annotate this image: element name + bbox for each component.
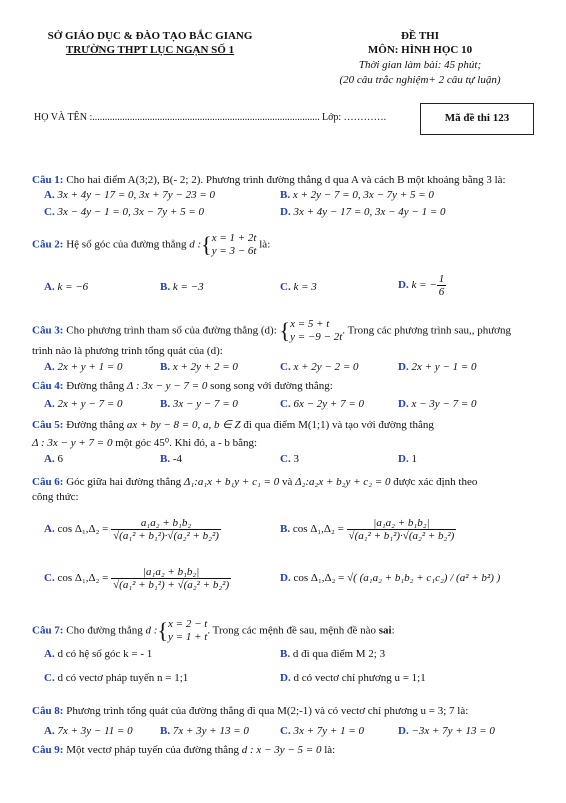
- question-label: Câu 9:: [32, 744, 64, 756]
- q3-option-a: A. 2x + y + 1 = 0: [44, 361, 123, 373]
- q2-option-c: C. k = 3: [280, 281, 317, 293]
- exam-title: ĐỀ THI: [400, 30, 439, 42]
- q1-option-c: C. 3x − 4y − 1 = 0, 3x − 7y + 5 = 0: [44, 206, 205, 218]
- q3-option-b: B. x + 2y + 2 = 0: [160, 361, 238, 373]
- q8-option-b: B. 7x + 3y + 13 = 0: [160, 725, 249, 737]
- param-system: x = 5 + t y = −9 − 2t: [290, 318, 343, 343]
- time-limit: Thời gian làm bài: 45 phút;: [358, 59, 482, 71]
- question-label: Câu 2:: [32, 238, 64, 251]
- question-label: Câu 4:: [32, 380, 64, 392]
- question-3-cont: trình nào là phương trình tổng quát của (d):: [32, 345, 223, 357]
- q1-option-d: D. 3x + 4y − 17 = 0, 3x − 4y − 1 = 0: [280, 206, 446, 218]
- q5-option-b: B. -4: [160, 453, 183, 465]
- param-system: x = 2 − t y = 1 + t: [168, 618, 208, 643]
- q1-option-a: A. 3x + 4y − 17 = 0, 3x + 7y − 23 = 0: [44, 189, 216, 201]
- q6-option-b: B. cos Δ₁,Δ₂ = $\frac{\text{|a₁a₂ + b₁b₂|}}{\text{√(a₁² + b₁²)·√(a₂² + b₂²)}}$: [280, 517, 455, 542]
- subject: MÔN: HÌNH HỌC 10: [367, 44, 473, 56]
- exam-code: Mã đề thi 123: [444, 112, 510, 124]
- question-2: Câu 2: Hệ số góc của đường thẳng d :{x = 1 + 2t y = 3 − 6t là:: [32, 232, 271, 257]
- q2-option-a: A. k = −6: [44, 281, 89, 293]
- name-field: HỌ VÀ TÊN :...........................................................................................: [34, 112, 320, 123]
- school-name: TRƯỜNG THPT LỤC NGẠN SỐ 1: [65, 44, 235, 56]
- q8-option-a: A. 7x + 3y − 11 = 0: [44, 725, 133, 737]
- question-text: Cho hai điểm A(3;2), B(- 2; 2). Phương trình đường thẳng d qua A và cách B một khoảng bằng 3 là:: [66, 174, 506, 186]
- question-label: Câu 7:: [32, 624, 64, 637]
- question-3: Câu 3: Cho phương trình tham số của đường thẳng (d): {x = 5 + t y = −9 − 2t. Trong các phương trình sau,, phương: [32, 318, 511, 343]
- exam-format: (20 câu trắc nghiệm+ 2 câu tự luận): [339, 74, 501, 86]
- q6-option-c: C. cos Δ₁,Δ₂ = $\frac{\text{|a₁a₂ + b₁b₂|}}{\text{√(a₁² + b₁²) + √(a₂² + b₂²)}}$: [44, 566, 230, 591]
- question-7: Câu 7: Cho đường thẳng d :{x = 2 − t y = 1 + t. Trong các mệnh đề sau, mệnh đề nào sai:: [32, 618, 395, 643]
- q4-option-b: B. 3x − y − 7 = 0: [160, 398, 238, 410]
- q5-option-d: D. 1: [398, 453, 417, 465]
- q6-option-a: A. cos Δ₁,Δ₂ = $\frac{\text{a₁a₂ + b₁b₂}}{\text{√(a₁² + b₁²)·√(a₂² + b₂²)}}$: [44, 517, 219, 542]
- q4-option-c: C. 6x − 2y + 7 = 0: [280, 398, 364, 410]
- question-text: Hệ số góc của đường thẳng: [66, 238, 187, 251]
- question-label: Câu 6:: [32, 476, 64, 488]
- question-1: [32, 174, 506, 186]
- class-field: Lớp: ………….: [322, 112, 387, 123]
- question-6: Câu 6: Góc giữa hai đường thẳng Δ₁:a₁x + b₁y + c₁ = 0 và Δ₂:a₂x + b₂y + c₂ = 0 được xác định theo: [32, 476, 478, 488]
- line-name: d :: [189, 238, 202, 251]
- question-6-cont: công thức:: [32, 491, 79, 503]
- q2-option-b: B. k = −3: [160, 281, 204, 293]
- q2-option-d: D. k = − $\frac{1}{6}$: [398, 273, 445, 298]
- param-system: x = 1 + 2t y = 3 − 6t: [211, 232, 257, 257]
- q7-option-a: A. d có hệ số góc k = - 1: [44, 648, 153, 660]
- q8-option-c: C. 3x + 7y + 1 = 0: [280, 725, 364, 737]
- q7-option-c: C. d có vectơ pháp tuyến n = 1;1: [44, 672, 189, 684]
- q7-option-b: B. d đi qua điểm M 2; 3: [280, 648, 386, 660]
- q4-option-a: A. 2x + y − 7 = 0: [44, 398, 123, 410]
- q1-option-b: B. x + 2y − 7 = 0, 3x − 7y + 5 = 0: [280, 189, 434, 201]
- question-label: Câu 1:: [32, 174, 64, 186]
- question-label: Câu 5:: [32, 419, 64, 431]
- department-name: SỞ GIÁO DỤC & ĐÀO TẠO BẮC GIANG: [47, 30, 253, 42]
- q5-option-a: A. 6: [44, 453, 63, 465]
- q3-option-c: C. x + 2y − 2 = 0: [280, 361, 359, 373]
- question-4: Câu 4: Đường thẳng Δ : 3x − y − 7 = 0 song song với đường thẳng:: [32, 380, 333, 392]
- question-label: Câu 3:: [32, 324, 64, 337]
- q3-option-d: D. 2x + y − 1 = 0: [398, 361, 477, 373]
- q4-option-d: D. x − 3y − 7 = 0: [398, 398, 477, 410]
- q7-option-d: D. d có vectơ chỉ phương u = 1;1: [280, 672, 426, 684]
- q8-option-d: D. −3x + 7y + 13 = 0: [398, 725, 495, 737]
- question-5: Câu 5: Đường thẳng ax + by − 8 = 0, a, b ∈ Z đi qua điểm M(1;1) và tạo với đường thẳng: [32, 419, 434, 431]
- question-5-cont: Δ : 3x − y + 7 = 0 một góc 45⁰. Khi đó, a - b bằng:: [32, 437, 258, 449]
- question-8: Câu 8: Phương trình tổng quát của đường thẳng đi qua M(2;-1) và có vectơ chỉ phương u = 3; 7 là:: [32, 705, 469, 717]
- q5-option-c: C. 3: [280, 453, 299, 465]
- question-label: Câu 8:: [32, 705, 64, 717]
- q6-option-d: D. cos Δ₁,Δ₂ = √( (a₁a₂ + b₁b₂ + c₁c₂) / (a² + b²) ): [280, 572, 501, 584]
- question-9: Câu 9: Một vectơ pháp tuyến của đường thẳng d : x − 3y − 5 = 0 là:: [32, 744, 336, 756]
